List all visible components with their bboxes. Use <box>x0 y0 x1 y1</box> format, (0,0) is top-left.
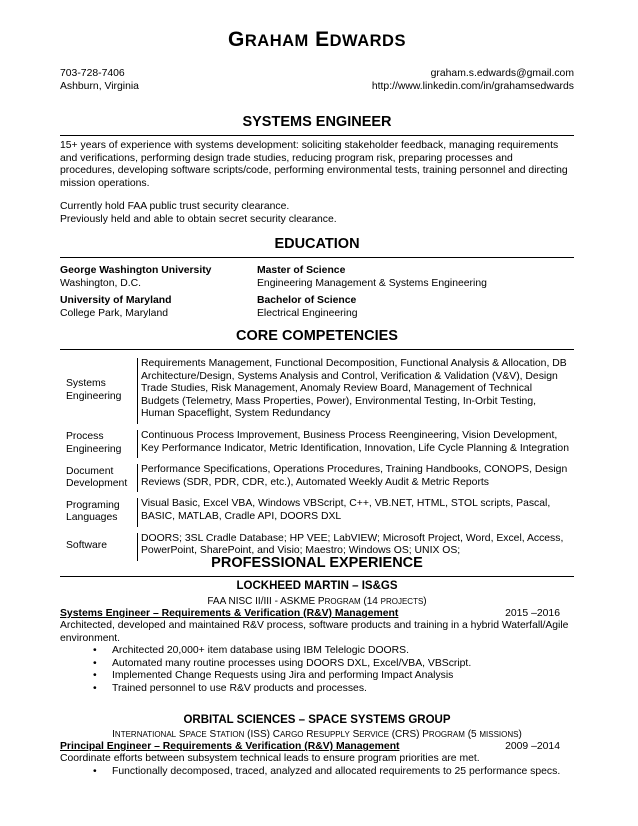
list-item: • Implemented Change Requests using Jira and performing Impact Analysis <box>60 670 574 683</box>
program-name: INTERNATIONAL SPACE STATION (ISS) CARGO RESUPPLY SERVICE (CRS) PROGRAM (5 MISSIONS) <box>112 729 522 740</box>
education-entry: University of Maryland Bachelor of Science College Park, Maryland Electrical Engineering <box>60 295 358 319</box>
section-divider <box>60 135 574 136</box>
competencies-heading: CORE COMPETENCIES <box>236 328 398 344</box>
section-divider <box>60 349 574 350</box>
contact-info <box>60 68 574 93</box>
summary-heading: SYSTEMS ENGINEER <box>242 114 392 130</box>
experience-heading: PROFESSIONAL EXPERIENCE <box>211 555 423 571</box>
competency-label: Process Engineering <box>66 431 122 456</box>
program-name: FAA NISC II/III - ASKME PROGRAM (14 PROJECTS) <box>207 596 427 607</box>
role-line <box>60 608 574 621</box>
location: Ashburn, Virginia <box>60 80 139 92</box>
company-name: LOCKHEED MARTIN – IS&GS <box>236 580 398 592</box>
competency-value: DOORS; 3SL Cradle Database; HP VEE; LabVIEW; Microsoft Project, Word, Excel, Access, PowerPoint, SharePoint, and Visio; Maestro; Windows OS; UNIX OS; <box>138 533 575 561</box>
competency-label: Programing Languages <box>66 499 120 524</box>
competencies-table <box>60 358 574 561</box>
list-item: • Automated many routine processes using DOORS DXL, Excel/VBA, VBScript. <box>60 658 574 671</box>
education-entry: George Washington University Master of Science Washington, D.C. Engineering Management & Systems Engineering <box>60 265 487 289</box>
competency-row <box>60 464 574 492</box>
role-description: Coordinate efforts between subsystem technical leads to ensure program priorities are met. <box>60 753 480 764</box>
competency-value: Visual Basic, Excel VBA, Windows VBScript, C++, VB.NET, HTML, STOL scripts, Pascal, BASIC, MATLAB, Cradle API, DOORS DXL <box>138 498 575 526</box>
role-title: Systems Engineer – Requirements & Verification (R&V) Management <box>60 608 399 619</box>
competency-label: Software <box>66 540 108 552</box>
competency-value: Performance Specifications, Operations Procedures, Training Handbooks, CONOPS, Design Reviews (SDR, PDR, CDR, etc.), Automated Weekly Audit & Metric Reports <box>138 464 575 492</box>
role-line <box>60 741 574 754</box>
competency-label: Systems Engineering <box>66 378 122 402</box>
achievement-list <box>60 766 574 779</box>
section-divider <box>60 257 574 258</box>
clearance-text: Currently hold FAA public trust security clearance. Previously held and able to obtain secret security clearance. <box>60 201 337 225</box>
competency-row <box>60 430 574 458</box>
company-name: ORBITAL SCIENCES – SPACE SYSTEMS GROUP <box>183 714 451 726</box>
list-item: • Trained personnel to use R&V products and processes. <box>60 683 574 696</box>
education-heading: EDUCATION <box>274 236 360 252</box>
role-dates: 2009 –2014 <box>505 741 560 752</box>
role-title: Principal Engineer – Requirements & Verification (R&V) Management <box>60 741 400 752</box>
list-item: • Architected 20,000+ item database using IBM Telelogic DOORS. <box>60 645 574 658</box>
email-address: graham.s.edwards@gmail.com <box>430 68 574 79</box>
competency-row <box>60 358 574 424</box>
competency-label: Document Development <box>66 465 128 490</box>
candidate-name: GRAHAM EDWARDS <box>228 28 406 51</box>
competency-value: Continuous Process Improvement, Business Process Reengineering, Vision Development, Key Performance Indicator, Metric Identification, Innovation, Life Cycle Planning & Integration <box>138 430 575 458</box>
list-item: • Functionally decomposed, traced, analyzed and allocated requirements to 25 performance specs. <box>60 766 574 779</box>
role-dates: 2015 –2016 <box>505 608 560 619</box>
linkedin-url: http://www.linkedin.com/in/grahamsedwards <box>371 80 574 92</box>
section-divider <box>60 576 574 577</box>
role-description: Architected, developed and maintained R&V process, software products and training in a hybrid Waterfall/Agile environment. <box>60 620 569 644</box>
phone-number: 703-728-7406 <box>60 68 125 79</box>
competency-value: Requirements Management, Functional Decomposition, Functional Analysis & Allocation, DB Architecture/Design, Systems Analysis and Control, Verification & Validation (V&V), Design Trade Studies, Risk Management, Anomaly Review Board, Management of Technical Budgets (Telemetry, Mass Properties, Power), Environmental Testing, In-Orbit Testing, Human Spaceflight, System Redundancy <box>138 358 575 424</box>
achievement-list <box>60 645 574 695</box>
competency-row <box>60 498 574 526</box>
summary-text: 15+ years of experience with systems development: soliciting stakeholder feedback, managing requirements and verifications, performing design trade studies, reducing program risk, preparing processes and procedures, developing software scripts/code, performing environmental tests, training personnel and directing mission operations. <box>60 140 568 189</box>
